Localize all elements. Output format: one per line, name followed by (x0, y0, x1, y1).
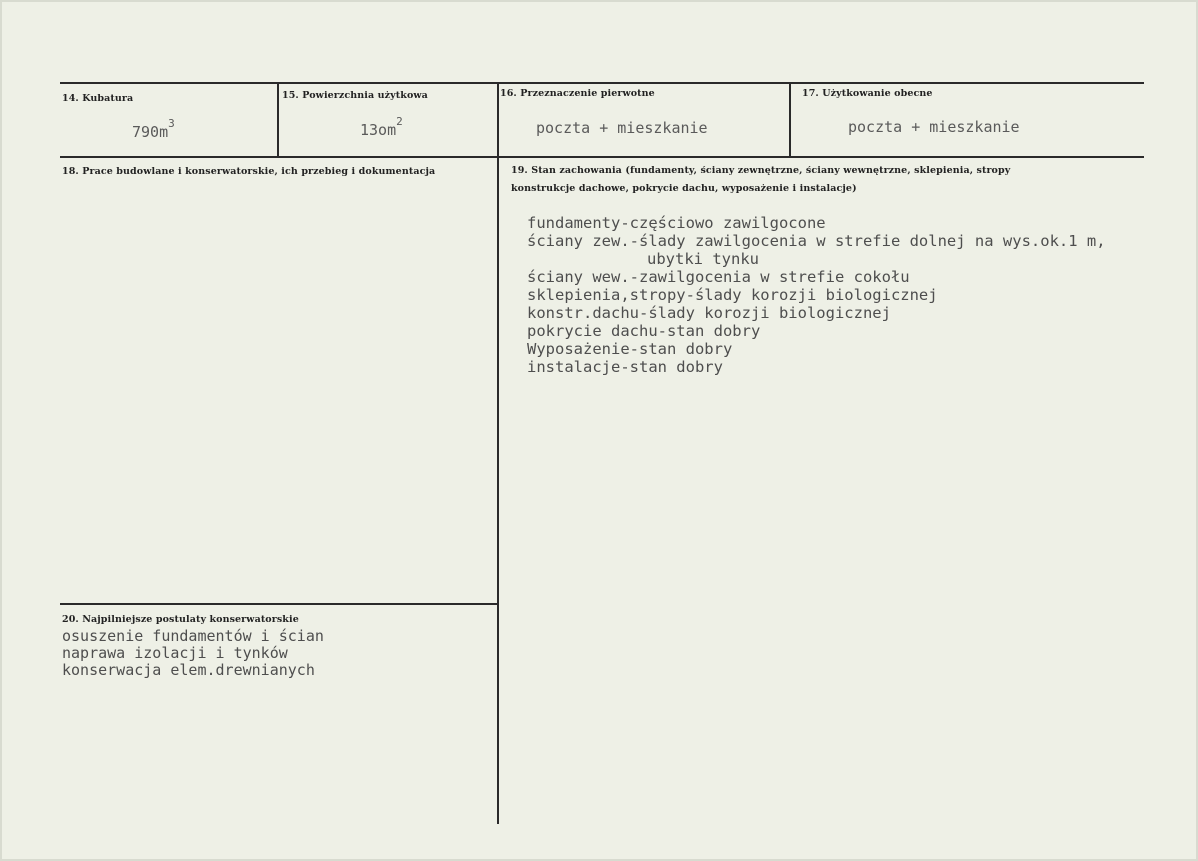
postulate-line: osuszenie fundamentów i ścian (62, 627, 324, 645)
col-divider-14-15 (277, 82, 279, 158)
col-divider-main (497, 82, 499, 824)
field-20-postulates (62, 628, 324, 679)
field-17-label: 17. Użytkowanie obecne (802, 88, 933, 99)
section-20-top-line (60, 603, 497, 605)
condition-line: ściany zew.-ślady zawilgocenia w strefie dolnej na wys.ok.1 m, (527, 232, 1106, 250)
top-border-line (60, 82, 1144, 84)
condition-line: konstr.dachu-ślady korozji biologicznej (527, 304, 891, 322)
condition-line: ubytki tynku (647, 250, 759, 268)
field-16-value: poczta + mieszkanie (536, 119, 708, 137)
field-14-number: 790m (132, 123, 169, 141)
row-divider-line (60, 156, 1144, 158)
condition-line: sklepienia,stropy-ślady korozji biologicznej (527, 286, 938, 304)
col-divider-16-17 (789, 82, 791, 158)
condition-line: fundamenty-częściowo zawilgocone (527, 214, 826, 232)
field-16-label: 16. Przeznaczenie pierwotne (500, 88, 655, 99)
field-18-label: 18. Prace budowlane i konserwatorskie, ich przebieg i dokumentacja (62, 166, 436, 177)
field-14-label: 14. Kubatura (62, 93, 134, 104)
field-20-label: 20. Najpilniejsze postulaty konserwatorskie (62, 614, 299, 625)
field-17-value: poczta + mieszkanie (848, 118, 1020, 136)
field-15-label: 15. Powierzchnia użytkowa (282, 90, 428, 101)
field-15-value (360, 115, 403, 139)
condition-line: pokrycie dachu-stan dobry (527, 322, 761, 340)
field-15-unit-exponent: 2 (396, 115, 403, 128)
field-14-unit-exponent: 3 (168, 117, 175, 130)
postulate-line: konserwacja elem.drewnianych (62, 661, 315, 679)
condition-line: Wyposażenie-stan dobry (527, 340, 733, 358)
condition-line: instalacje-stan dobry (527, 358, 723, 376)
field-15-number: 13om (360, 121, 397, 139)
postulate-line: naprawa izolacji i tynków (62, 644, 288, 662)
condition-line: ściany wew.-zawilgocenia w strefie cokołu (527, 268, 910, 286)
field-19-condition-notes (527, 214, 1106, 376)
field-19-label: 19. Stan zachowania (fundamenty, ściany zewnętrzne, ściany wewnętrzne, sklepienia, stropy konstrukcje dachowe, pokrycie dachu, wyposażenie i instalacje) (511, 165, 1011, 194)
field-14-value (132, 117, 175, 141)
